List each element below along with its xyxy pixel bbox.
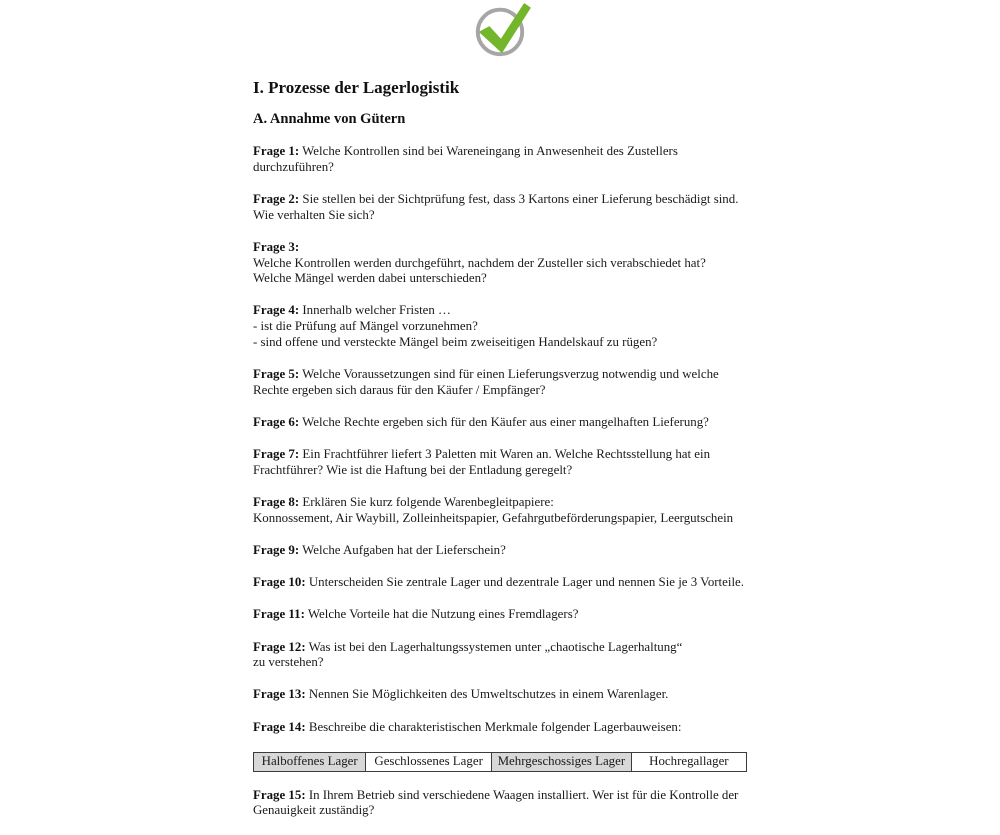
question-label: Frage 10: [253, 575, 306, 590]
question-label: Frage 11: [253, 607, 305, 622]
table-cell: Halboffenes Lager [254, 752, 366, 771]
question-text-line: In Ihrem Betrieb sind verschiedene Waagen installiert. Wer ist für die Kontrolle der [305, 787, 739, 802]
question-label: Frage 3: [253, 239, 300, 254]
question-text-line: - sind offene und versteckte Mängel beim zweiseitigen Handelskauf zu rügen? [253, 334, 658, 349]
question-paragraph [253, 144, 747, 175]
question-text-line: Beschreibe die charakteristischen Merkmale folgender Lagerbauweisen: [305, 719, 682, 734]
table-cell: Hochregallager [631, 752, 746, 771]
section-heading: A. Annahme von Gütern [253, 111, 406, 127]
question-paragraph [253, 303, 747, 350]
question-text-line: Genauigkeit zuständig? [253, 803, 375, 818]
question-label: Frage 7: [253, 447, 300, 462]
question-text-line: Welche Aufgaben hat der Lieferschein? [299, 542, 506, 557]
question-paragraph [253, 687, 747, 703]
question-text-line: Ein Frachtführer liefert 3 Paletten mit Waren an. Welche Rechtsstellung hat ein [299, 447, 711, 462]
question-text-line: Welche Kontrollen werden durchgeführt, nachdem der Zusteller sich verabschiedet hat? [253, 255, 706, 270]
question-label: Frage 1: [253, 144, 300, 158]
question-label: Frage 12: [253, 639, 306, 654]
lagerbauweisen-table [253, 752, 747, 772]
question-text-line: Sie stellen bei der Sichtprüfung fest, dass 3 Kartons einer Lieferung beschädigt sind. [299, 191, 739, 206]
question-text-line: Welche Voraussetzungen sind für einen Lieferungsverzug notwendig und welche [299, 367, 719, 382]
question-paragraph [253, 192, 747, 223]
check-circle-icon [466, 2, 534, 58]
table-cell: Mehrgeschossiges Lager [491, 752, 631, 771]
page-title: I. Prozesse der Lagerlogistik [253, 78, 460, 97]
question-paragraph [253, 367, 747, 398]
question-text-line: Frachtführer? Wie ist die Haftung bei der Entladung geregelt? [253, 462, 573, 477]
question-label: Frage 5: [253, 367, 300, 382]
question-label: Frage 6: [253, 414, 300, 429]
table-cell: Geschlossenes Lager [366, 752, 492, 771]
logo-container [253, 0, 747, 58]
question-text-line: Nennen Sie Möglichkeiten des Umweltschutzes in einem Warenlager. [305, 687, 669, 702]
question-text-line: - ist die Prüfung auf Mängel vorzunehmen? [253, 319, 478, 334]
question-label: Frage 2: [253, 191, 300, 206]
question-text-line: durchzuführen? [253, 159, 334, 174]
question-label: Frage 9: [253, 542, 300, 557]
document-content [253, 0, 747, 835]
question-paragraph [253, 720, 747, 736]
question-text-line: Wie verhalten Sie sich? [253, 207, 375, 222]
question-paragraph [253, 447, 747, 478]
question-label: Frage 8: [253, 495, 300, 510]
question-paragraph [253, 788, 747, 819]
question-paragraph [253, 415, 747, 431]
question-paragraph [253, 640, 747, 671]
question-text-line: Was ist bei den Lagerhaltungssystemen unter „chaotische Lagerhaltung“ [305, 639, 683, 654]
question-label: Frage 13: [253, 687, 306, 702]
question-label: Frage 4: [253, 303, 300, 318]
question-paragraph [253, 240, 747, 287]
questions-before-table [253, 144, 747, 735]
question-paragraph [253, 607, 747, 623]
question-label: Frage 14: [253, 719, 306, 734]
question-text-line: Konnossement, Air Waybill, Zolleinheitspapier, Gefahrgutbeförderungspapier, Leergutschein [253, 510, 734, 525]
question-text-line: Innerhalb welcher Fristen … [299, 303, 451, 318]
question-text-line: Welche Rechte ergeben sich für den Käufer aus einer mangelhaften Lieferung? [299, 414, 709, 429]
question-text-line: Erklären Sie kurz folgende Warenbegleitpapiere: [299, 495, 554, 510]
question-label: Frage 15: [253, 787, 306, 802]
questions-after-table [253, 788, 747, 819]
question-text-line: zu verstehen? [253, 655, 324, 670]
table-row [254, 752, 747, 771]
question-paragraph [253, 543, 747, 559]
question-paragraph [253, 495, 747, 526]
question-text-line: Welche Mängel werden dabei unterschieden? [253, 271, 487, 286]
question-text-line: Welche Vorteile hat die Nutzung eines Fremdlagers? [304, 607, 579, 622]
question-paragraph [253, 575, 747, 591]
question-text-line: Welche Kontrollen sind bei Wareneingang in Anwesenheit des Zustellers [299, 144, 678, 158]
question-text-line: Rechte ergeben sich daraus für den Käufer / Empfänger? [253, 382, 546, 397]
question-text-line: Unterscheiden Sie zentrale Lager und dezentrale Lager und nennen Sie je 3 Vorteile. [305, 575, 744, 590]
